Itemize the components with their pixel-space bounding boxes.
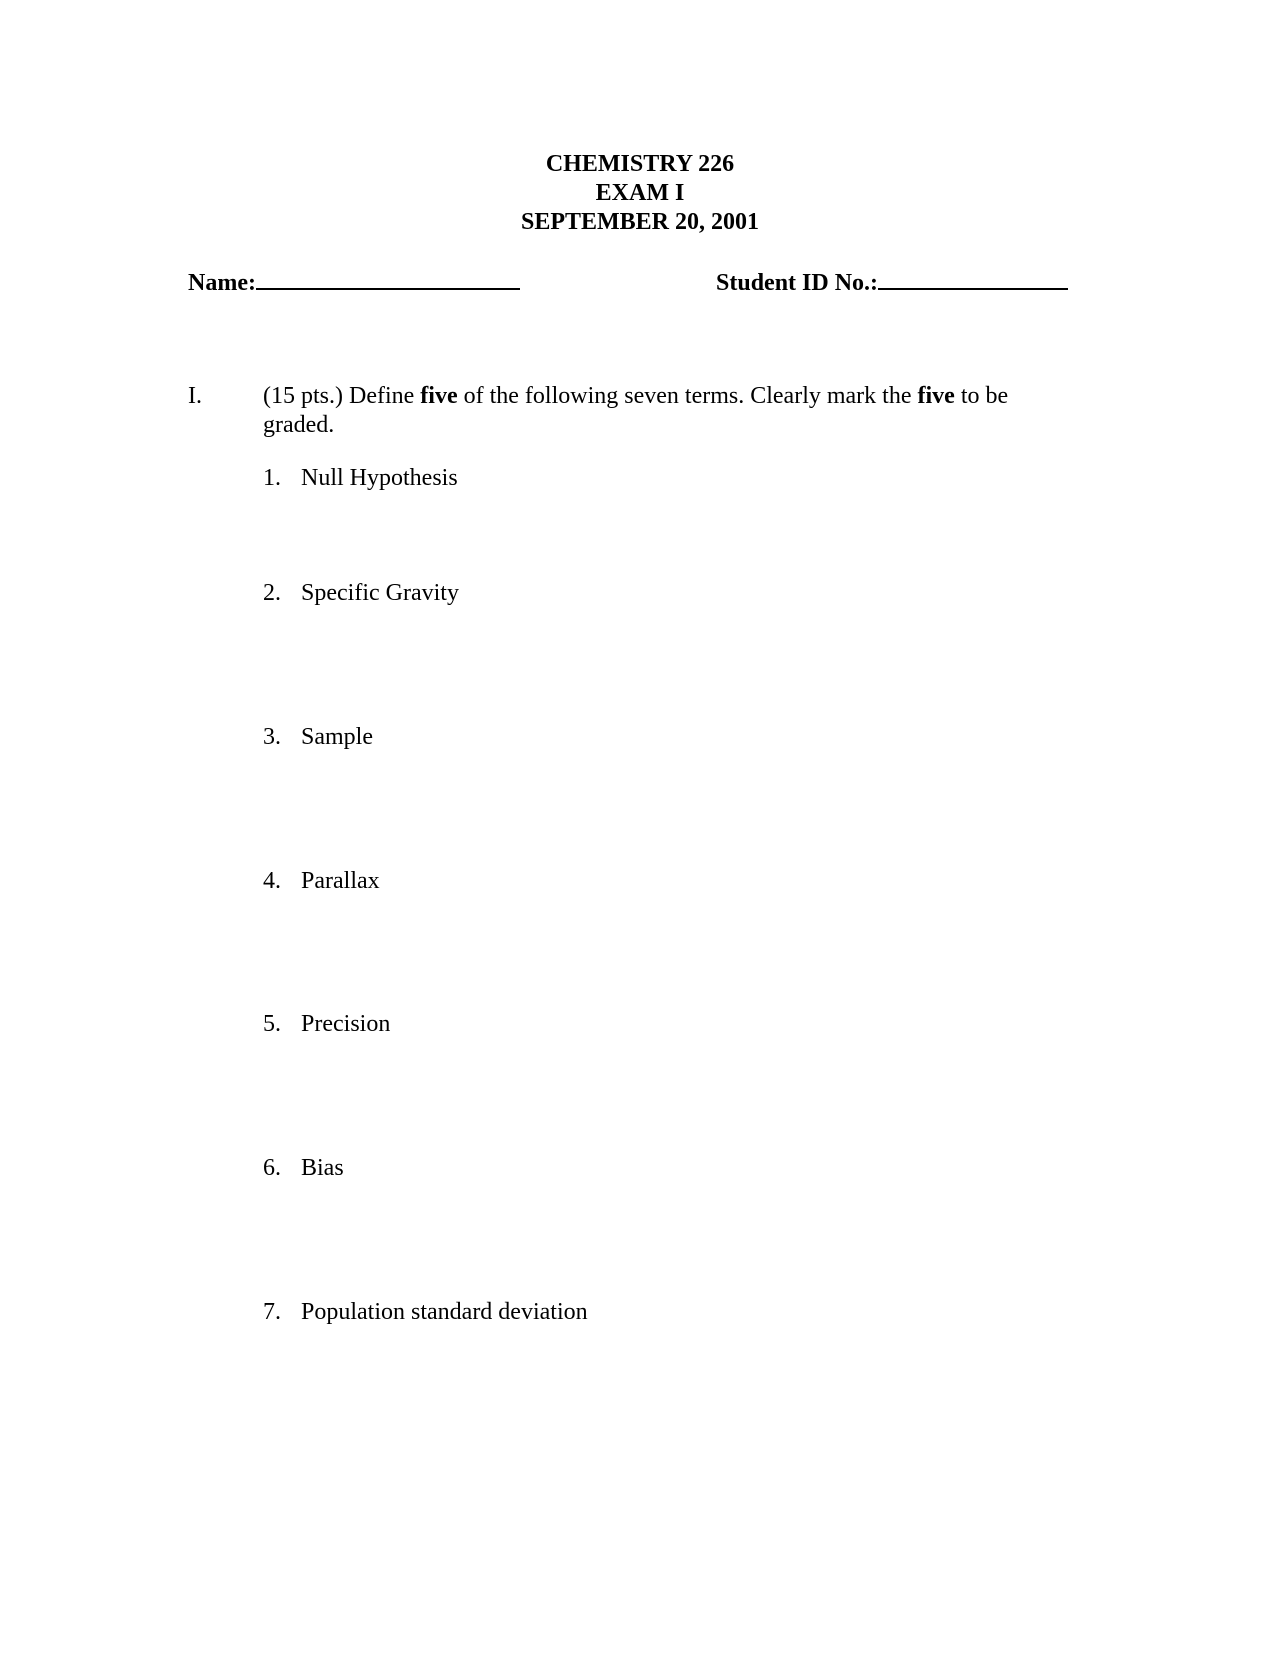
term-number: 6. (263, 1155, 281, 1181)
list-item (263, 1154, 344, 1183)
course-title: CHEMISTRY 226 (545, 151, 735, 177)
list-item (263, 1010, 390, 1039)
list-item (263, 723, 373, 752)
name-field (188, 266, 520, 298)
name-blank-line[interactable] (256, 266, 520, 290)
list-item (263, 464, 458, 493)
term-label: Population standard deviation (301, 1299, 588, 1325)
term-label: Specific Gravity (301, 580, 459, 606)
prompt-text-2: of the following seven terms. Clearly mark the (457, 383, 918, 409)
list-item (263, 867, 380, 896)
prompt-bold-2: five (917, 383, 955, 409)
term-label: Sample (301, 724, 373, 750)
term-number: 1. (263, 465, 281, 491)
term-label: Null Hypothesis (301, 465, 458, 491)
prompt-text-3: to be graded. (263, 383, 1009, 438)
term-label: Parallax (301, 868, 380, 894)
term-label: Precision (301, 1011, 391, 1037)
prompt-bold-1: five (420, 383, 458, 409)
exam-date: SEPTEMBER 20, 2001 (520, 209, 760, 235)
exam-title: EXAM I (595, 180, 685, 206)
list-item (263, 1298, 588, 1327)
term-number: 5. (263, 1011, 281, 1037)
section-prompt (263, 382, 1083, 440)
prompt-text-1: (15 pts.) Define (263, 383, 421, 409)
student-id-label: Student ID No.: (716, 270, 879, 296)
term-number: 3. (263, 724, 281, 750)
exam-header (0, 150, 1280, 237)
term-number: 4. (263, 868, 281, 894)
term-label: Bias (301, 1155, 344, 1181)
section-numeral: I. (188, 383, 202, 409)
term-number: 7. (263, 1299, 281, 1325)
list-item (263, 579, 459, 608)
name-label: Name: (188, 270, 256, 296)
student-id-field (716, 266, 1068, 298)
student-id-blank-line[interactable] (878, 266, 1068, 290)
term-number: 2. (263, 580, 281, 606)
